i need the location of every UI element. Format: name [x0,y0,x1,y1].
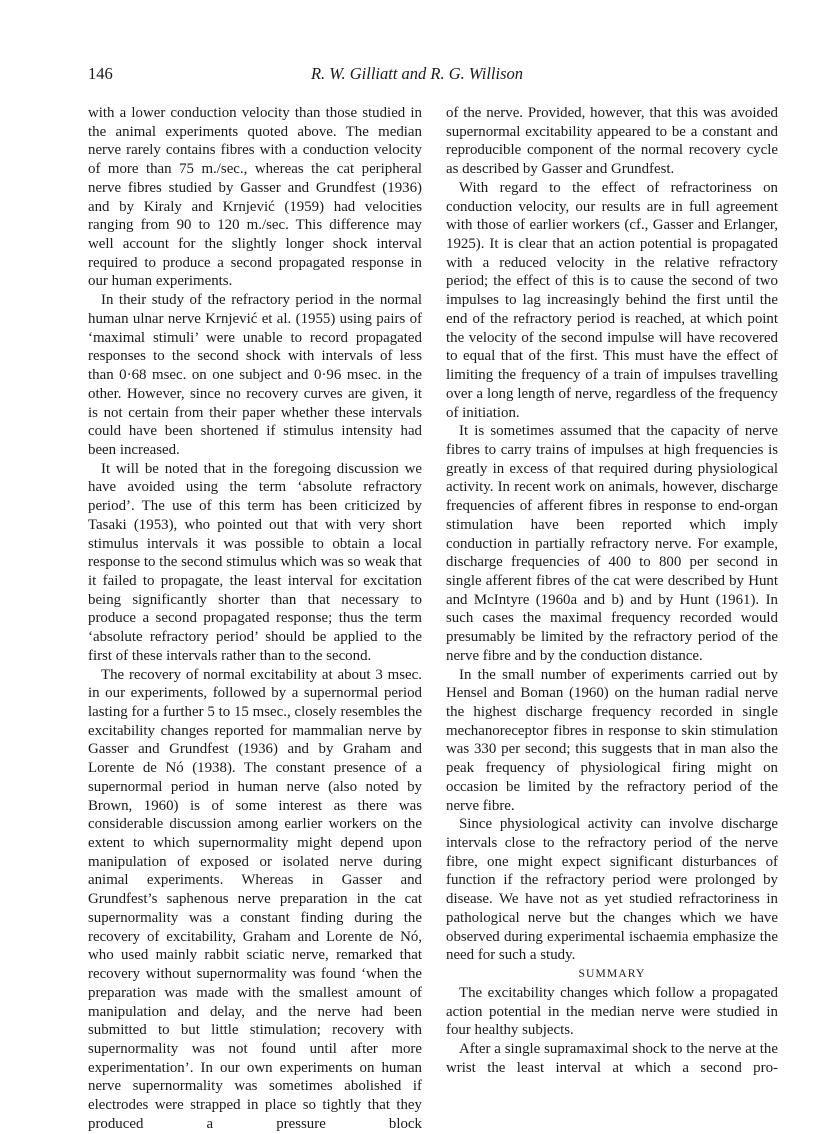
paragraph: In the small number of experiments carried out by Hensel and Boman (1960) on the human radial nerve the highest discharge frequency recorded in single mechanoreceptor fibres in response to skin stimulation was 330 per second; this suggests that in man also the peak frequency of physiological firing might on occasion be limited by the refractory period of the nerve fibre. [446,666,778,814]
paragraph: The recovery of normal excitability at about 3 msec. in our experiments, followed by a supernormal period lasting for a further 5 to 15 msec., closely resembles the excitability changes reported for mammalian nerve by Gasser and Grundfest (1936) and by Graham and Lorente de Nó (1938). The constant presence of a supernormal period in human nerve (also noted by Brown, 1960) is of some interest as there was considerable discussion among earlier workers on the extent to which supernormality might depend upon manipulation of exposed or isolated nerve during animal experiments. Whereas in Gasser and Grundfest’s saphenous nerve preparation in the cat supernormality was a constant finding during the recovery of excitability, Graham and Lorente de Nó, who used mainly rabbit sciatic nerve, remarked that recovery without supernormality was found ‘when the preparation was made with the smallest amount of manipulation and delay, and the nerve had been submitted to but little stimulation; recovery with supernormality was not found until after more experimentation’. In our own experiments on human nerve supernormality was sometimes abolished if electrodes were strapped in place so tightly that they produced a pressure block [88,666,422,1132]
paragraph: of the nerve. Provided, however, that this was avoided supernormal excitability appeared to be a constant and reproducible component of the normal recovery cycle as described by Gasser and Grundfest. [446,105,778,178]
right-column [446,104,778,1077]
summary-paragraph: After a single supramaximal shock to the nerve at the wrist the least interval at which a second pro- [446,1040,778,1076]
summary-heading: SUMMARY [578,967,646,981]
page-number: 146 [88,64,113,83]
paragraph: Since physiological activity can involve discharge intervals close to the refractory period of the nerve fibre, one might expect significant disturbances of function if the refractory period were prolonged by disease. We have not as yet studied refractoriness in pathological nerve but the changes which we have observed during experimental ischaemia emphasize the need for such a study. [446,816,778,964]
left-column [88,104,422,1134]
page-header [88,64,746,88]
paragraph: It will be noted that in the foregoing discussion we have avoided using the term ‘absolute refractory period’. The use of this term has been criticized by Tasaki (1953), who pointed out that with very short stimulus intervals it was possible to obtain a local response to the second stimulus which was so weak that it failed to propagate, the least interval for excitation being significantly shorter than that necessary to produce a second propagated response; thus the term ‘absolute refractory period’ should be applied to the first of these intervals rather than to the second. [88,460,422,664]
paragraph: In their study of the refractory period in the normal human ulnar nerve Krnjević et al. (1955) using pairs of ‘maximal stimuli’ were unable to record propagated responses to the second shock with intervals of less than 0·68 msec. on one subject and 0·96 msec. in the other. However, since no recovery curves are given, it is not certain from their paper whether these intervals could have been shortened if stimulus intensity had been increased. [88,292,422,458]
paragraph: with a lower conduction velocity than those studied in the animal experiments quoted above. The median nerve rarely contains fibres with a conduction velocity of more than 75 m./sec., whereas the cat peripheral nerve fibres studied by Gasser and Grundfest (1936) and by Kiraly and Krnjević (1959) had velocities ranging from 90 to 120 m./sec. This difference may well account for the slightly longer shock interval required to produce a second propagated response in our human experiments. [88,105,422,290]
summary-paragraph: The excitability changes which follow a propagated action potential in the median nerve were studied in four healthy subjects. [446,984,778,1039]
paragraph: With regard to the effect of refractoriness on conduction velocity, our results are in full agreement with those of earlier workers (cf., Gasser and Erlanger, 1925). It is clear that an action potential is propagated with a reduced velocity in the relative refractory period; the effect of this is to cause the second of two impulses to lag increasingly behind the first until the end of the refractory period is reached, at which point the velocity of the second impulse will have recovered to equal that of the first. This must have the effect of limiting the frequency of a train of impulses travelling over a long length of nerve, regardless of the frequency of initiation. [446,179,778,421]
paragraph: It is sometimes assumed that the capacity of nerve fibres to carry trains of impulses at high frequencies is greatly in excess of that required during physiological activity. In recent work on animals, however, discharge frequencies of afferent fibres in response to end-organ stimulation have been reported which imply conduction in partially refractory nerve. For example, discharge frequencies of 400 to 800 per second in single afferent fibres of the cat were described by Hunt and McIntyre (1960a and b) and by Hunt (1961). In such cases the maximal frequency recorded would presumably be limited by the refractory period of the nerve fibre and by the conduction distance. [446,423,778,664]
running-title: R. W. Gilliatt and R. G. Willison [310,64,524,83]
